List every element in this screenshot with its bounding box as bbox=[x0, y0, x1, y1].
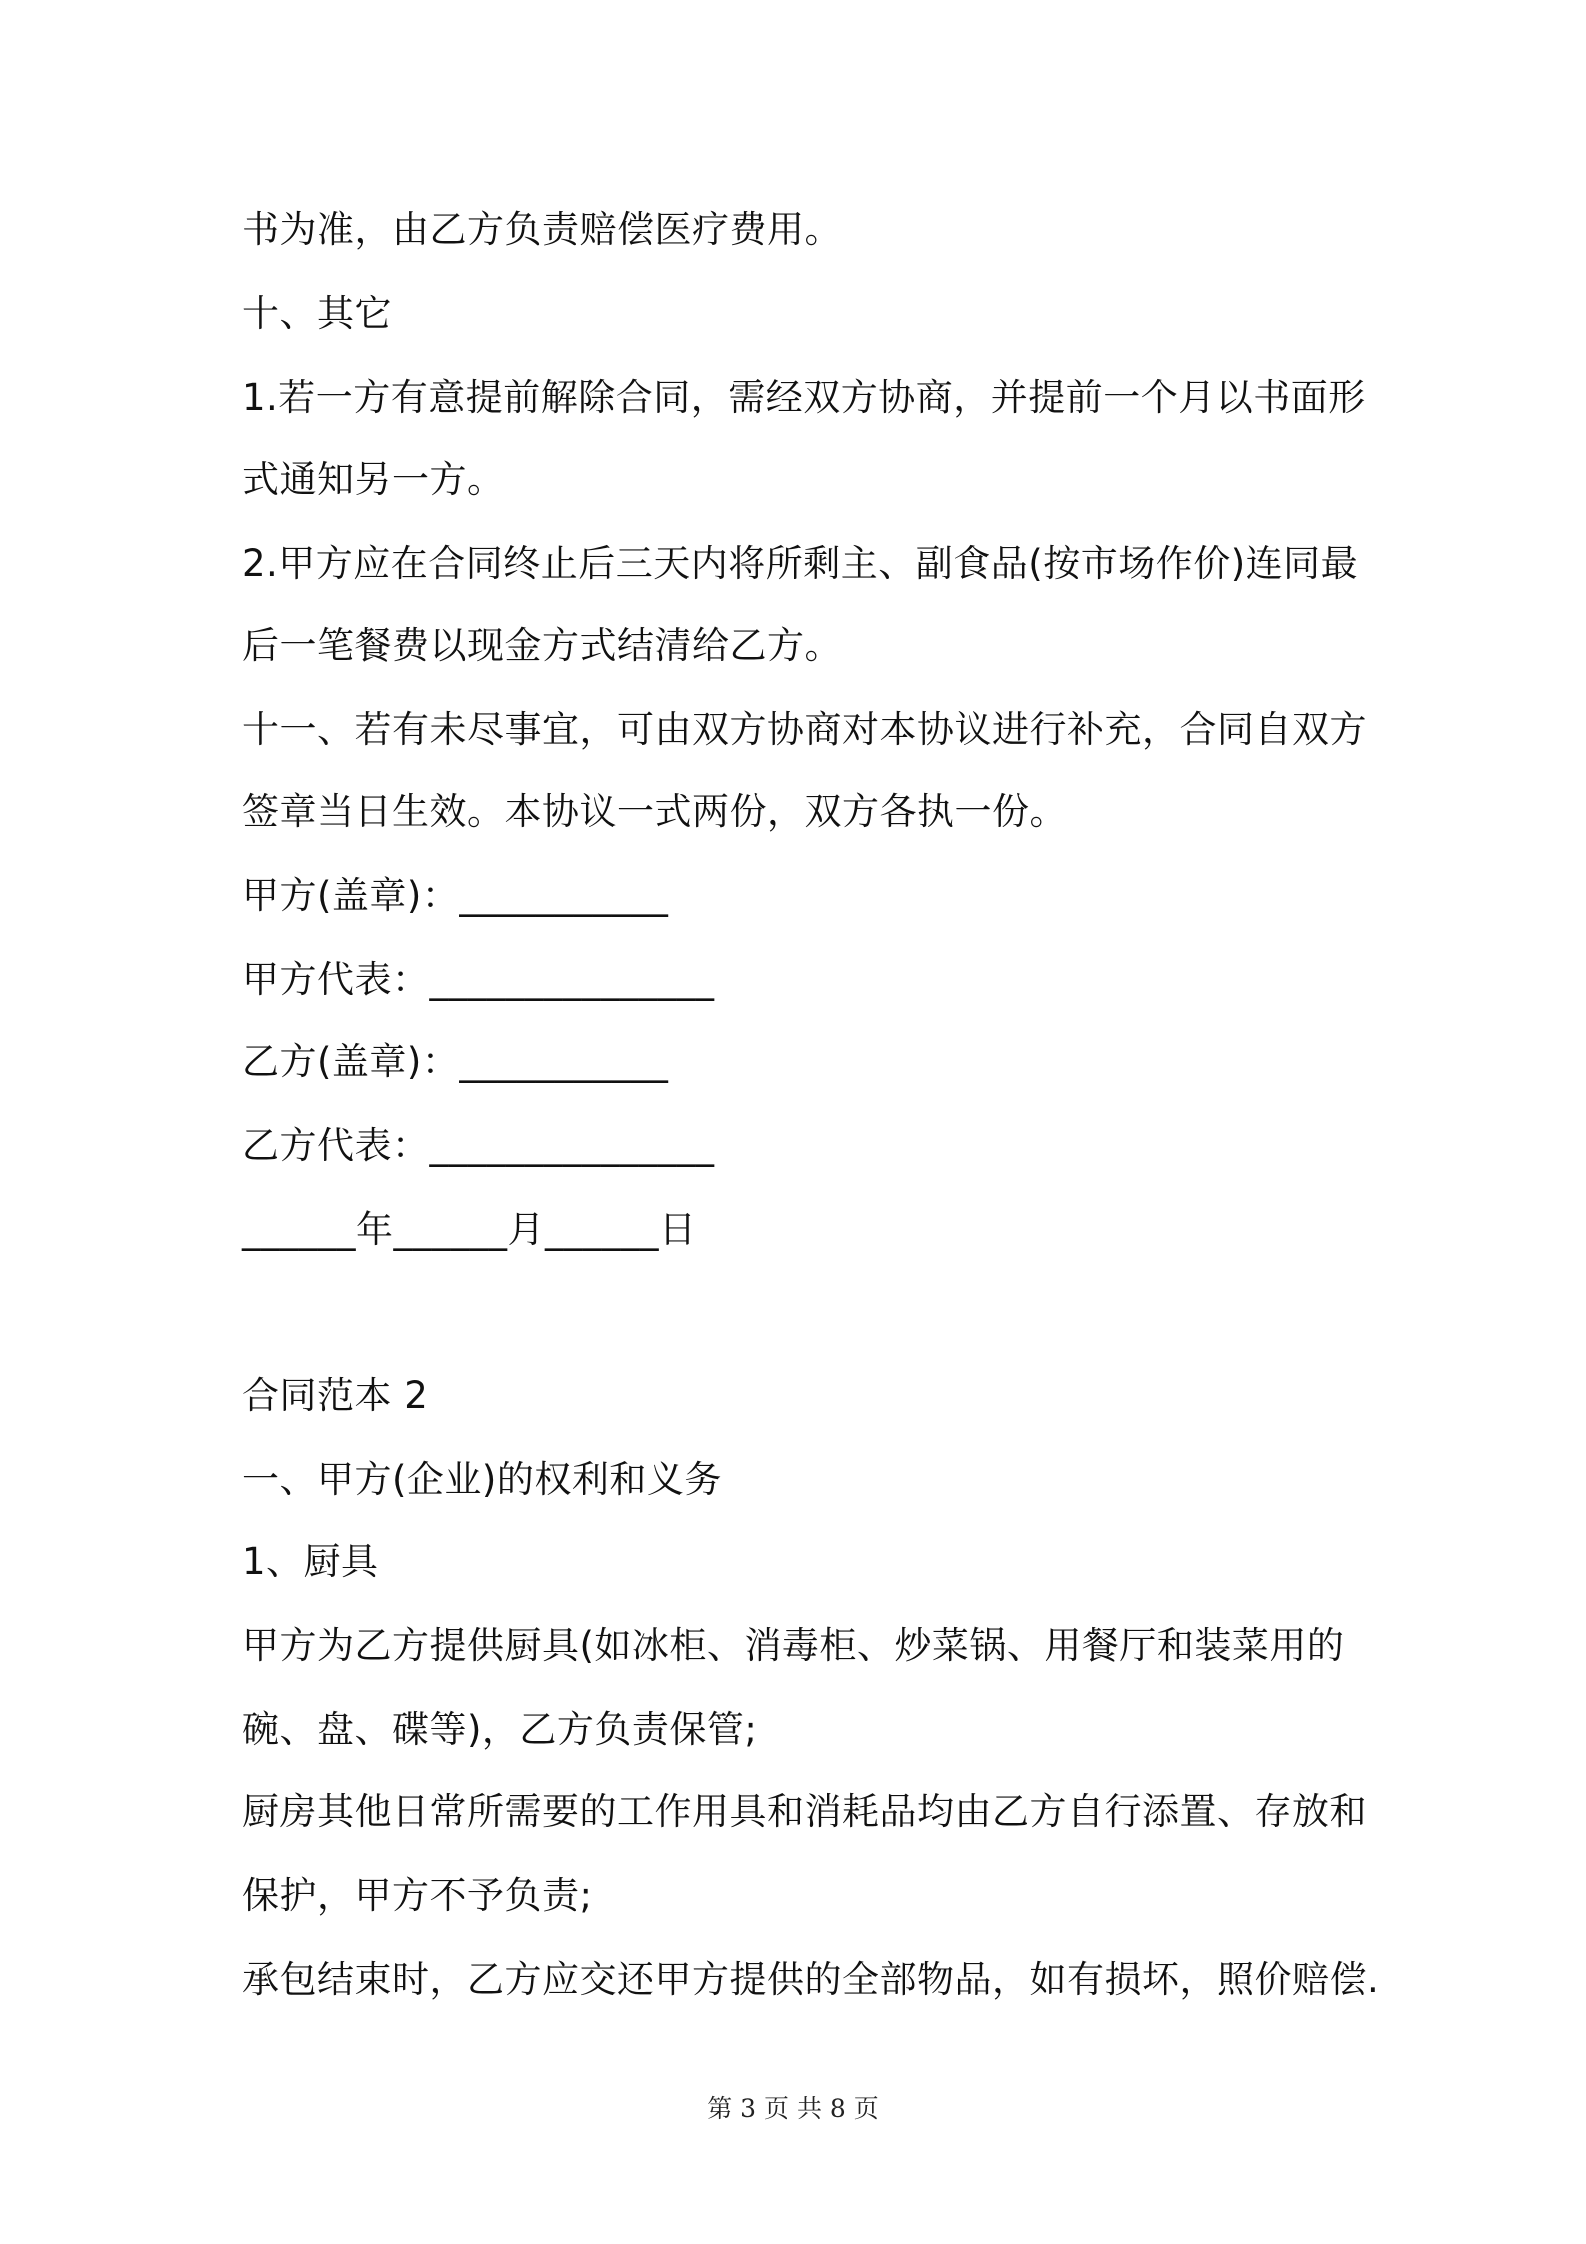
text-line: 保护，甲方不予负责; bbox=[242, 1874, 593, 1917]
text-line: 式通知另一方。 bbox=[242, 458, 505, 501]
signature-line-party-a-seal: 甲方(盖章)：___________ bbox=[242, 874, 669, 917]
text-line: 厨房其他日常所需要的工作用具和消耗品均由乙方自行添置、存放和 bbox=[242, 1790, 1367, 1833]
signature-line-party-b-seal: 乙方(盖章)：___________ bbox=[242, 1040, 669, 1083]
signature-line-party-a-rep: 甲方代表：_______________ bbox=[242, 958, 715, 1001]
text-line: 碗、盘、碟等)，乙方负责保管; bbox=[242, 1708, 758, 1751]
text-line: 2.甲方应在合同终止后三天内将所剩主、副食品(按市场作价)连同最 bbox=[242, 542, 1359, 585]
signature-line-party-b-rep: 乙方代表：_______________ bbox=[242, 1124, 715, 1167]
text-line: 承包结束时，乙方应交还甲方提供的全部物品，如有损坏，照价赔偿. bbox=[242, 1958, 1380, 2001]
text-line: 甲方为乙方提供厨具(如冰柜、消毒柜、炒菜锅、用餐厅和装菜用的 bbox=[242, 1624, 1345, 1667]
page-number-footer: 第 3 页 共 8 页 bbox=[707, 2094, 879, 2123]
section-heading: 十、其它 bbox=[242, 292, 392, 335]
text-line: 十一、若有未尽事宜，可由双方协商对本协议进行补充，合同自双方 bbox=[242, 708, 1367, 751]
text-line: 1.若一方有意提前解除合同，需经双方协商，并提前一个月以书面形 bbox=[242, 376, 1366, 419]
text-line: 签章当日生效。本协议一式两份，双方各执一份。 bbox=[242, 790, 1067, 833]
text-line: 后一笔餐费以现金方式结清给乙方。 bbox=[242, 624, 842, 667]
text-line: 书为准，由乙方负责赔偿医疗费用。 bbox=[242, 208, 842, 251]
section-heading: 一、甲方(企业)的权利和义务 bbox=[242, 1458, 722, 1501]
sample-title: 合同范本 2 bbox=[242, 1374, 429, 1417]
date-line: ______年______月______日 bbox=[242, 1208, 697, 1251]
subsection-heading: 1、厨具 bbox=[242, 1540, 379, 1583]
